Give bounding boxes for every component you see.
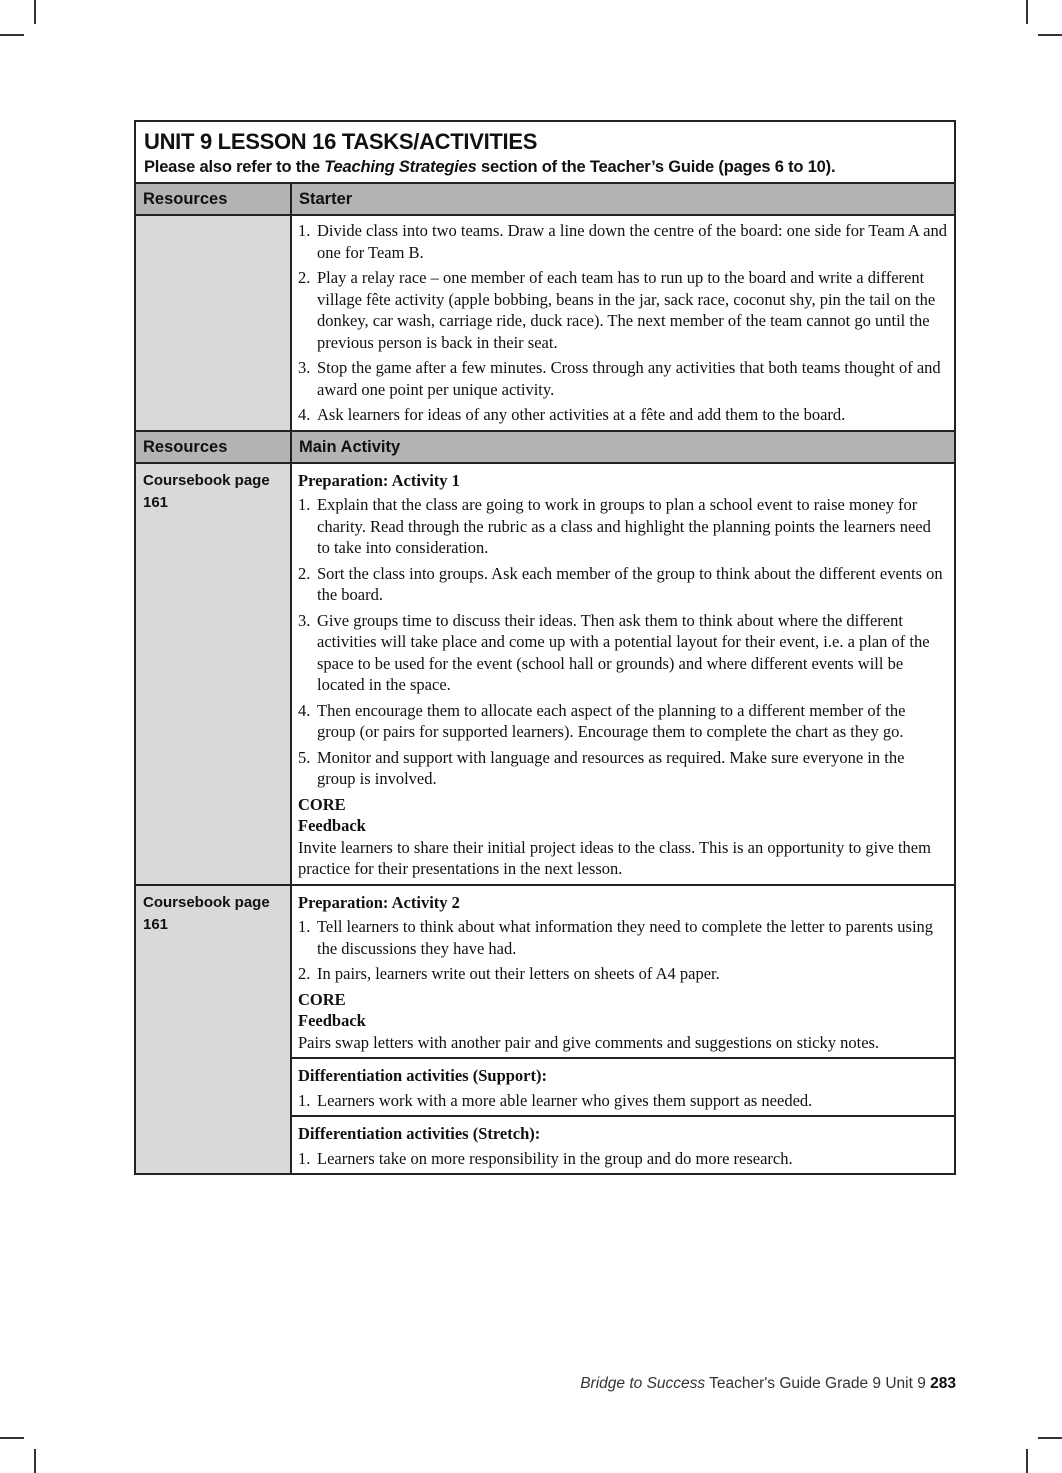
- list-item: 1. Divide class into two teams. Draw a line down the centre of the board: one side for Team A and one for Team B.: [298, 221, 947, 262]
- footer-text: Teacher's Guide Grade 9 Unit 9: [705, 1375, 931, 1392]
- list-item: 1. Learners take on more responsibility in the group and do more research.: [298, 1148, 793, 1168]
- list-item: 2. Play a relay race – one member of each team has to run up to the board and write a different village fête activity (apple bobbing, beans in the jar, sack race, coconut shy, pin the tail on the donkey, car wash, carriage ride, duck race). The next member of the team cannot go until the previous person is back in their seat.: [298, 268, 936, 352]
- crop-mark: [34, 1449, 36, 1473]
- crop-mark: [1038, 34, 1062, 36]
- page-title: UNIT 9 LESSON 16 TASKS/ACTIVITIES: [144, 129, 538, 154]
- crop-mark: [0, 1437, 24, 1439]
- list-item: 1. Tell learners to think about what information they need to complete the letter to parents using the discussions they have had.: [298, 917, 934, 958]
- activity1-content: [292, 464, 954, 884]
- core-label: CORE: [298, 794, 346, 814]
- starter-row: [136, 216, 954, 432]
- subtitle-text: Please also refer to the: [144, 158, 325, 176]
- list-item: 3. Stop the game after a few minutes. Cross through any activities that both teams thought of and award one point per unique activity.: [298, 358, 941, 399]
- subtitle-text: section of the Teacher’s Guide (pages 6 to 10).: [476, 158, 836, 176]
- stretch-cell: [292, 1117, 954, 1173]
- list-item: 2. In pairs, learners write out their letters on sheets of A4 paper.: [298, 964, 720, 983]
- activity1-resources: Coursebook page 161: [136, 464, 292, 884]
- crop-mark: [1026, 1449, 1028, 1473]
- activity2-cell: [292, 886, 954, 1060]
- list-item: 4. Then encourage them to allocate each aspect of the planning to a different member of the group (or pairs for supported learners). Encourage them to complete the chart as they go.: [298, 700, 906, 741]
- crop-mark: [1038, 1437, 1062, 1439]
- activity2-heading: Preparation: Activity 2: [298, 892, 460, 912]
- activity2-content: [292, 886, 954, 1174]
- activity2-row: [136, 886, 954, 1174]
- starter-resources: [136, 216, 292, 430]
- crop-mark: [34, 0, 36, 24]
- activity1-heading: Preparation: Activity 1: [298, 470, 460, 490]
- stretch-heading: Differentiation activities (Stretch):: [298, 1124, 541, 1143]
- activity1-row: [136, 464, 954, 886]
- starter-header-row: [136, 184, 954, 216]
- support-list: [298, 1090, 947, 1112]
- list-item: 2. Sort the class into groups. Ask each member of the group to think about the different events on the board.: [298, 563, 943, 604]
- list-item: 4. Ask learners for ideas of any other activities at a fête and add them to the board.: [298, 405, 846, 424]
- feedback-label: Feedback: [298, 1011, 366, 1030]
- subtitle-italic: Teaching Strategies: [324, 158, 477, 176]
- main-header-row: [136, 432, 954, 464]
- activity2-resources: Coursebook page 161: [136, 886, 292, 1174]
- list-item: 5. Monitor and support with language and resources as required. Make sure everyone in the group is involved.: [298, 747, 905, 788]
- page-footer: [580, 1375, 956, 1393]
- starter-list: [298, 220, 947, 426]
- list-item: 3. Give groups time to discuss their ideas. Then ask them to think about where the different activities will take place and come up with a potential layout for their event, i.e. a plan of the space to be used for the event (school hall or grounds) and where different events will be located in the space.: [298, 610, 930, 694]
- feedback-text: Invite learners to share their initial project ideas to the class. This is an opportunity to give them practice for their presentations in the next lesson.: [298, 837, 931, 878]
- starter-content: [292, 216, 954, 430]
- support-cell: [292, 1059, 954, 1117]
- feedback-text: Pairs swap letters with another pair and give comments and suggestions on sticky notes.: [298, 1032, 880, 1052]
- title-block: [136, 122, 954, 184]
- stretch-list: [298, 1148, 947, 1170]
- crop-mark: [0, 34, 24, 36]
- page-subtitle: [144, 156, 946, 178]
- book-title: Bridge to Success: [580, 1375, 706, 1392]
- starter-header: Starter: [292, 184, 954, 214]
- main-activity-header: Main Activity: [292, 432, 954, 462]
- core-label: CORE: [298, 989, 346, 1009]
- support-heading: Differentiation activities (Support):: [298, 1066, 547, 1085]
- crop-mark: [1026, 0, 1028, 24]
- activity2-list: [298, 916, 947, 985]
- page-number: 283: [930, 1375, 956, 1392]
- list-item: 1. Explain that the class are going to work in groups to plan a school event to raise money for charity. Read through the rubric as a class and highlight the planning points the learners need to take into consideration.: [298, 495, 931, 557]
- lesson-table: [134, 120, 956, 1175]
- list-item: 1. Learners work with a more able learner who gives them support as needed.: [298, 1090, 813, 1110]
- feedback-label: Feedback: [298, 816, 366, 835]
- activity1-list: [298, 494, 947, 790]
- resources-header: Resources: [136, 432, 292, 462]
- resources-header: Resources: [136, 184, 292, 214]
